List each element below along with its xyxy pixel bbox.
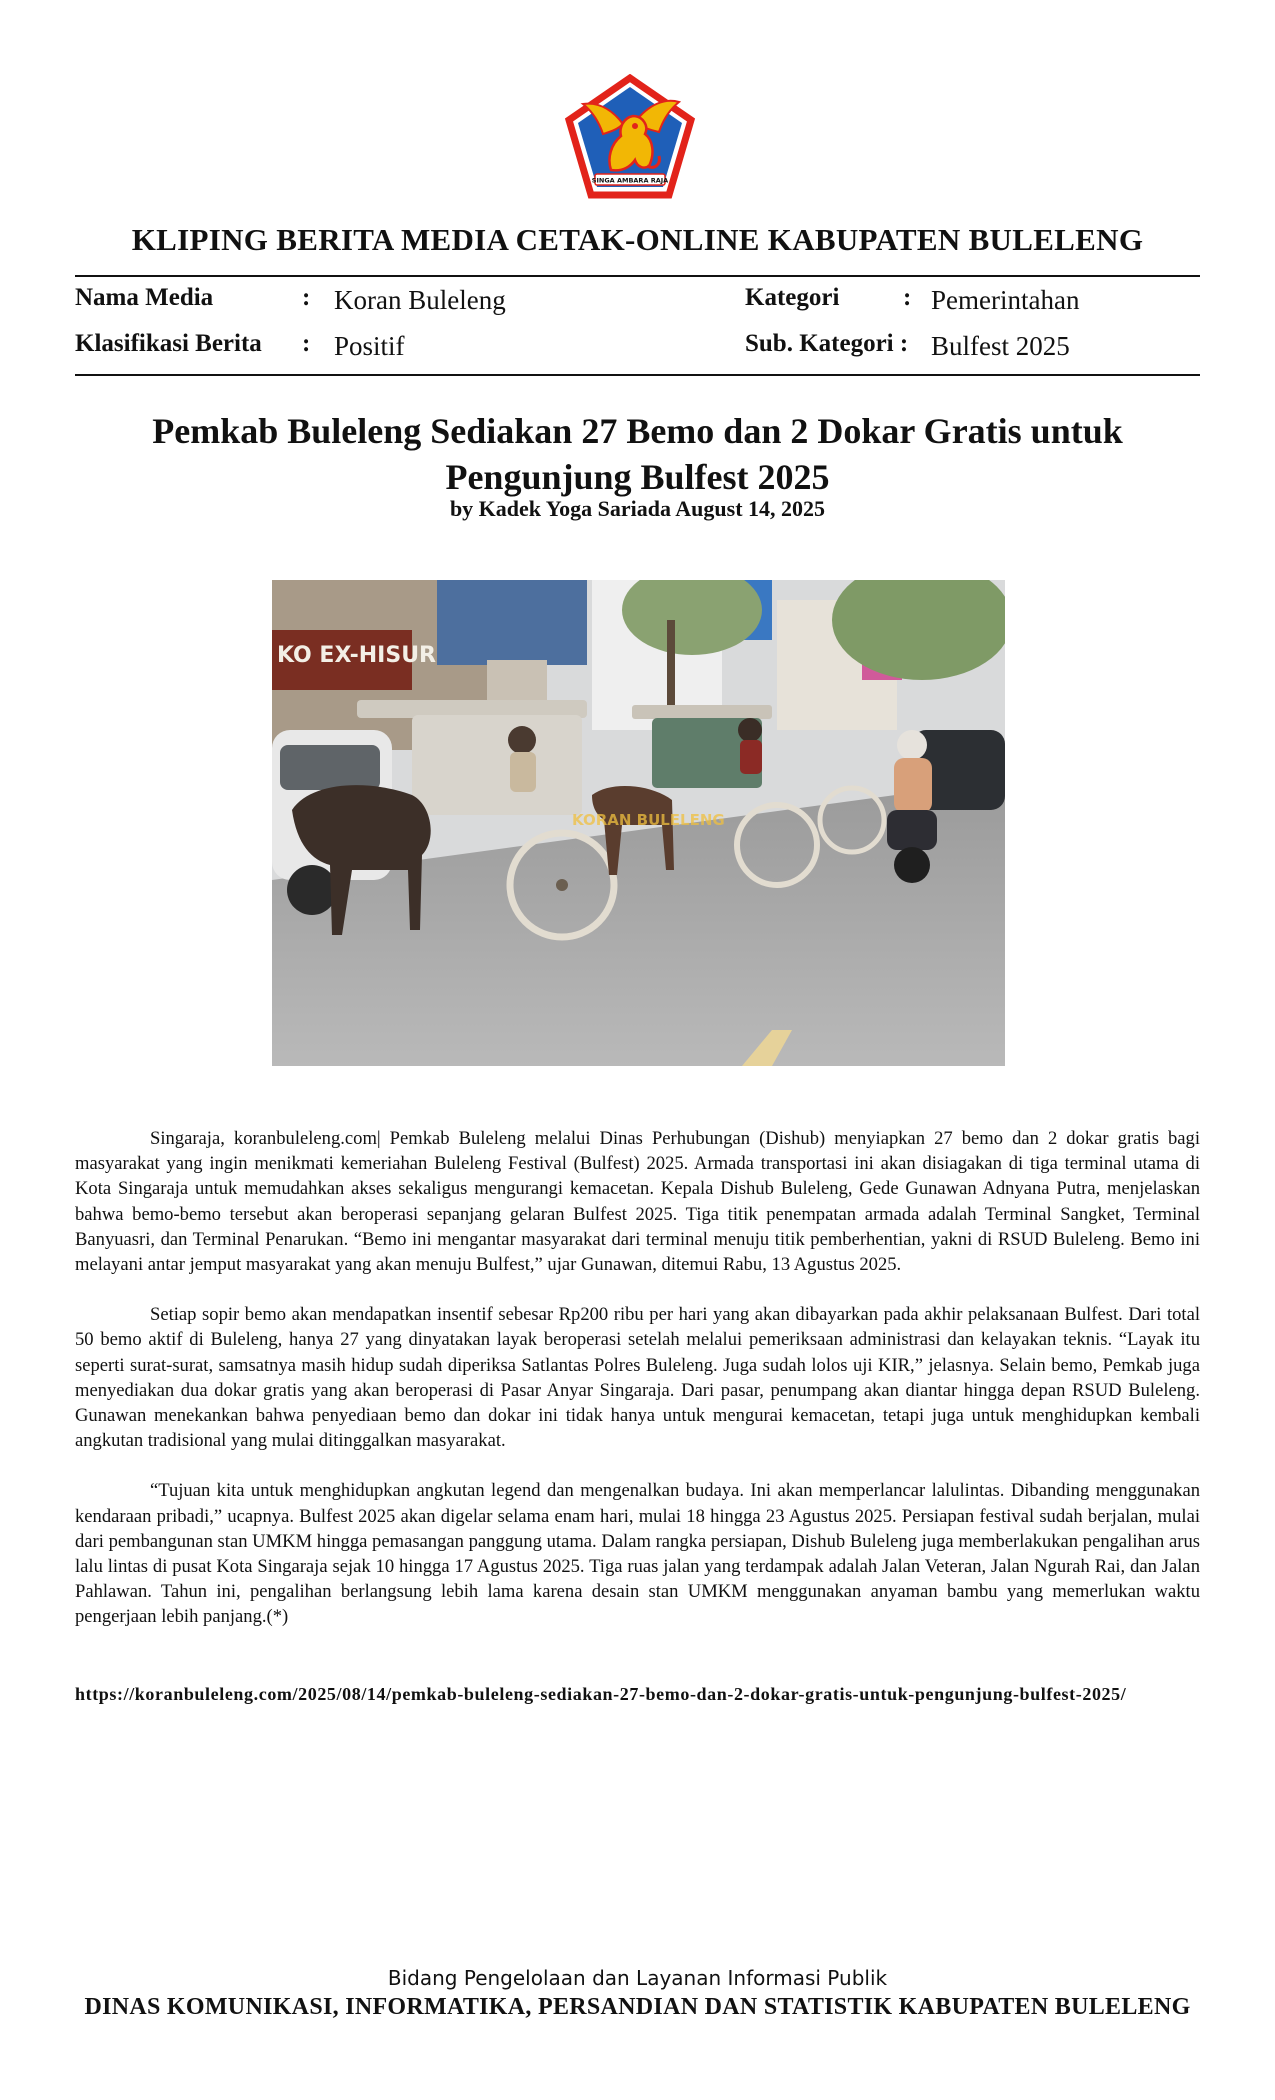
clipping-header-title: KLIPING BERITA MEDIA CETAK-ONLINE KABUPATEN BULELENG — [131, 222, 1144, 257]
article-paragraph-2: Setiap sopir bemo akan mendapatkan insentif sebesar Rp200 ribu per hari yang akan dibayarkan pada akhir pelaksanaan Bulfest. Dari total 50 bemo aktif di Buleleng, hanya 27 yang dinyatakan layak beroperasi setelah melalui pemeriksaan administrasi dan kelayakan teknis. “Layak itu seperti surat-surat, samsatnya masih hidup sudah diperiksa Satlantas Polres Buleleng. Juga sudah lolos uji KIR,” jelasnya. Selain bemo, Pemkab juga menyediakan dua dokar gratis yang akan beroperasi di Pasar Anyar Singaraja. Dari pasar, penumpang akan diantar hingga depan RSUD Buleleng. Gunawan menekankan bahwa penyediaan bemo dan dokar ini tidak hanya untuk mengurai kemacetan, tetapi juga untuk menghidupkan kembali angkutan tradisional yang mulai ditinggalkan masyarakat. — [75, 1304, 1200, 1452]
header-divider-top — [75, 275, 1200, 277]
article-paragraph-3: “Tujuan kita untuk menghidupkan angkutan legend dan mengenalkan budaya. Ini akan memperlancar lalulintas. Dibanding menggunakan kendaraan pribadi,” ucapnya. Bulfest 2025 akan digelar selama enam hari, mulai 18 hingga 23 Agustus 2025. Persiapan festival sudah berjalan, mulai dari pembangunan stan UMKM hingga pemasangan panggung utama. Dalam rangka persiapan, Dishub Buleleng juga memberlakukan pengalihan arus lalu lintas di pusat Kota Singaraja sejak 10 hingga 17 Agustus 2025. Tiga ruas jalan yang terdampak adalah Jalan Veteran, Jalan Ngurah Rai, dan Jalan Pahlawan. Tahun ini, pengalihan berlangsung lebih lama karena desain stan UMKM menggunakan anyaman bambu yang memerlukan waktu pengerjaan lebih panjang.(*) — [75, 1480, 1200, 1628]
kategori-label: Kategori — [745, 284, 840, 311]
horse-cart-street-photo-icon — [272, 580, 1005, 1066]
kategori-value: Pemerintahan — [931, 285, 1080, 315]
photo-watermark: KORAN BULELENG — [572, 811, 725, 829]
singa-ambara-raja-logo-icon — [563, 74, 697, 200]
logo-caption: SINGA AMBARA RAJA — [591, 176, 669, 185]
article-body — [75, 1126, 1200, 1655]
sub-kategori-value: Bulfest 2025 — [931, 331, 1070, 361]
sub-kategori-label: Sub. Kategori : — [745, 330, 909, 357]
shop-sign-text: KO EX-HISUR — [277, 643, 436, 668]
article-title-line-1: Pemkab Buleleng Sediakan 27 Bemo dan 2 Dokar Gratis untuk — [152, 411, 1123, 451]
article-title — [100, 408, 1175, 500]
article-paragraph-1: Singaraja, koranbuleleng.com| Pemkab Buleleng melalui Dinas Perhubungan (Dishub) menyiapkan 27 bemo dan 2 dokar gratis bagi masyarakat yang ingin menikmati kemeriahan Buleleng Festival (Bulfest) 2025. Armada transportasi ini akan disiagakan di tiga terminal utama di Kota Singaraja untuk memudahkan akses sekaligus mengurangi kemacetan. Kepala Dishub Buleleng, Gede Gunawan Adnyana Putra, menjelaskan bahwa bemo-bemo tersebut akan beroperasi sepanjang gelaran Bulfest 2025. Tiga titik penempatan armada adalah Terminal Sangket, Terminal Banyuasri, dan Terminal Penarukan. “Bemo ini mengantar masyarakat dari terminal menuju titik pemberhentian, yakni di RSUD Buleleng. Bemo ini melayani antar jemput masyarakat yang akan menuju Bulfest,” ujar Gunawan, ditemui Rabu, 13 Agustus 2025. — [75, 1128, 1200, 1276]
klasifikasi-berita-label: Klasifikasi Berita — [75, 330, 262, 357]
article-byline: by Kadek Yoga Sariada August 14, 2025 — [449, 496, 826, 521]
footer-department: Bidang Pengelolaan dan Layanan Informasi Publik — [387, 1966, 888, 1990]
nama-media-label: Nama Media — [75, 284, 214, 311]
footer-agency: DINAS KOMUNIKASI, INFORMATIKA, PERSANDIAN DAN STATISTIK KABUPATEN BULELENG — [84, 1994, 1191, 2020]
nama-media-colon: : — [302, 284, 311, 311]
nama-media-value: Koran Buleleng — [334, 285, 506, 315]
article-title-line-2: Pengunjung Bulfest 2025 — [445, 457, 830, 497]
klasifikasi-berita-value: Positif — [334, 331, 405, 361]
article-source-url[interactable]: https://koranbuleleng.com/2025/08/14/pemkab-buleleng-sediakan-27-bemo-dan-2-dokar-gratis-untuk-pengunjung-bulfest-2025/ — [75, 1684, 1127, 1704]
header-divider-bottom — [75, 374, 1200, 376]
kategori-colon: : — [903, 284, 912, 311]
klasifikasi-berita-colon: : — [302, 330, 311, 357]
